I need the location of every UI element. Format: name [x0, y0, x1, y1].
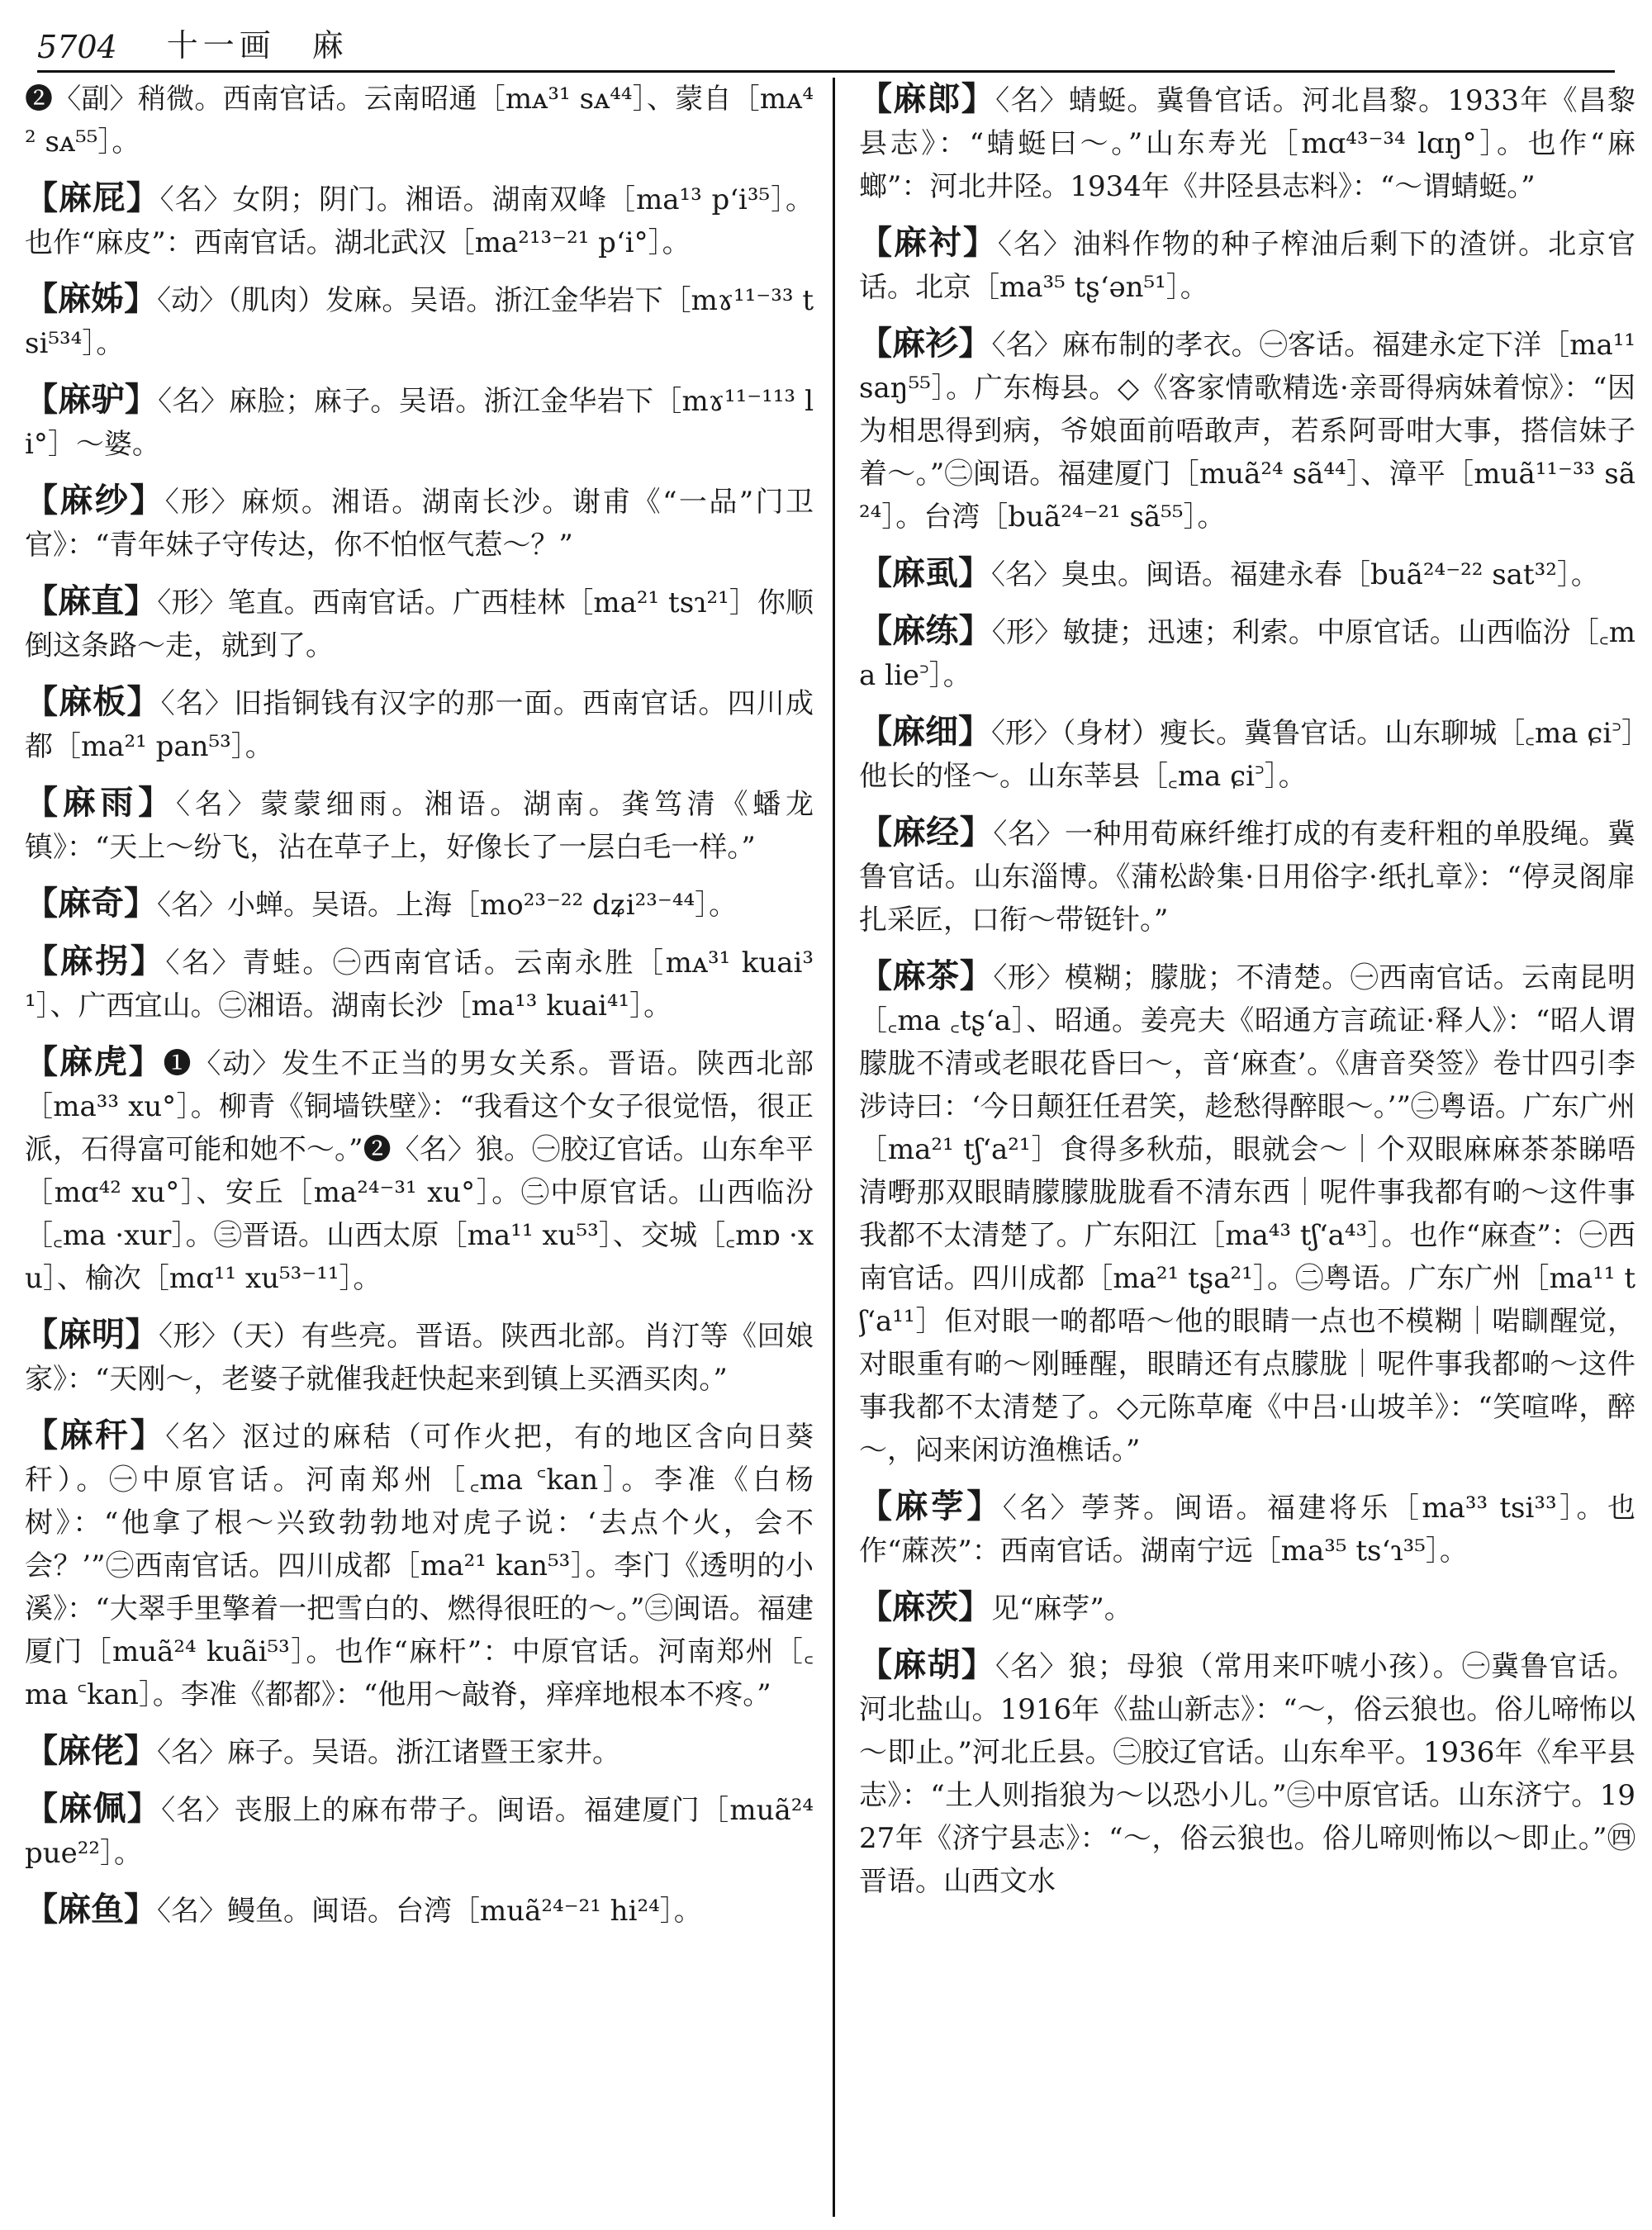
- dictionary-entry-mashan: [859, 322, 1635, 539]
- dictionary-entry-malao: [25, 1729, 814, 1774]
- entry-definition: 〈名〉油料作物的种子榨油后剩下的渣饼。北京官话。北京［ma³⁵ tʂʻən⁵¹］。: [859, 228, 1635, 304]
- left-column: [25, 78, 814, 2217]
- dictionary-entry-maguai: [25, 940, 814, 1027]
- entry-definition: ❷〈副〉稍微。西南官话。云南昭通［mᴀ³¹ sᴀ⁴⁴］、蒙自［mᴀ⁴² sᴀ⁵⁵］。: [25, 83, 814, 159]
- entry-headword: 【麻驴】: [25, 380, 159, 419]
- entry-definition: 〈形〉（身材）瘦长。冀鲁官话。山东聊城［꜀ma ɕi꜄］他长的怪～。山东莘县［꜀ma ɕi꜄］。: [859, 717, 1635, 793]
- dictionary-entry-mazhi: [25, 580, 814, 667]
- entry-headword: 【麻衫】: [859, 324, 992, 363]
- entry-definition: 〈名〉沤过的麻秸（可作火把，有的地区含向日葵秆）。㊀中原官话。河南郑州［꜀ma ꜂kan］。李准《白杨树》：“他拿了根～兴致勃勃地对虎子说：‘去点个火，会不会？’”㊁西南官话。四川成都［ma²¹ kan⁵³］。李门《透明的小溪》：“大翠手里擎着一把雪白的、燃得很旺的～。”㊂闽语。福建厦门［muã²⁴ kuãi⁵³］。也作“麻杆”：中原官话。河南郑州［꜀ma ꜂kan］。李准《都都》：“他用～敲脊，痒痒地根本不疼。”: [25, 1421, 814, 1711]
- entry-definition: 〈形〉模糊；朦胧；不清楚。㊀西南官话。云南昆明［꜀ma ꜀tʂʻa］、昭通。姜亮夫《昭通方言疏证·释人》：“昭人谓朦胧不清或老眼花昏曰～，音‘麻查’。《唐音癸签》卷廿四引李涉诗曰：‘今日颠狂任君笑，趁愁得醉眼～。’”㊁粤语。广东广州［ma²¹ tʃʻa²¹］食得多秋茄，眼就会～｜个双眼麻麻茶茶睇唔清嘢那双眼睛朦朦胧胧看不清东西｜呢件事我都有啲～这件事我都不太清楚了。广东阳江［ma⁴³ tʃʻa⁴³］。也作“麻查”：㊀西南官话。四川成都［ma²¹ tʂa²¹］。㊁粤语。广东广州［ma¹¹ tʃʻa¹¹］佢对眼一啲都唔～他的眼睛一点也不模糊｜啱瞓醒觉，对眼重有啲～刚睡醒，眼睛还有点朦胧｜呢件事我都啲～这件事我都不太清楚了。◇元陈草庵《中吕·山坡羊》：“笑喧哗，醉～，闷来闲访渔樵话。”: [859, 961, 1635, 1467]
- entry-headword: 【麻细】: [859, 712, 992, 751]
- entry-headword: 【麻胡】: [859, 1645, 995, 1684]
- entry-definition: 〈形〉敏捷；迅速；利索。中原官话。山西临汾［꜀ma lie꜄］。: [859, 616, 1635, 692]
- dictionary-entry-maci: [859, 1485, 1635, 1573]
- entry-definition: 〈名〉鳗鱼。闽语。台湾［muã²⁴⁻²¹ hi²⁴］。: [157, 1895, 702, 1928]
- entry-definition: 〈名〉女阴；阴门。湘语。湖南双峰［ma¹³ pʻi³⁵］。也作“麻皮”：西南官话。湖北武汉［ma²¹³⁻²¹ pʻi°］。: [25, 183, 814, 259]
- entry-definition: 见“麻茡”。: [991, 1592, 1132, 1625]
- entry-definition: 〈名〉麻布制的孝衣。㊀客话。福建永定下洋［ma¹¹ saŋ⁵⁵］。广东梅县。◇《客家情歌精选·亲哥得病妹着惊》：“因为相思得到病，爷娘面前唔敢声，若系阿哥咁大事，搭信妹子着～。”㊁闽语。福建厦门［muã²⁴ sã⁴⁴］、漳平［muã¹¹⁻³³ sã²⁴］。台湾［buã²⁴⁻²¹ sã⁵⁵］。: [859, 329, 1635, 534]
- entry-headword: 【麻奇】: [25, 884, 157, 923]
- entry-headword: 【麻板】: [25, 682, 161, 721]
- entry-headword: 【麻经】: [859, 813, 994, 852]
- entry-definition: 〈名〉丧服上的麻布带子。闽语。福建厦门［muã²⁴ pue²²］。: [25, 1794, 814, 1870]
- entry-headword: 【麻纱】: [25, 481, 165, 520]
- dictionary-entry-continued: [25, 78, 814, 164]
- dictionary-entry-mayu2: [25, 1888, 814, 1933]
- dictionary-entry-maqi: [25, 882, 814, 927]
- entry-definition: 〈动〉（肌肉）发麻。吴语。浙江金华岩下［mɤ¹¹⁻³³ tsi⁵³⁴］。: [25, 284, 814, 360]
- entry-headword: 【麻直】: [25, 581, 158, 620]
- dictionary-entry-mayu: [25, 781, 814, 869]
- entry-definition: 〈名〉麻子。吴语。浙江诸暨王家井。: [157, 1736, 620, 1769]
- dictionary-entry-masha: [25, 479, 814, 567]
- entry-headword: 【麻拐】: [25, 942, 166, 980]
- entry-headword: 【麻茨】: [859, 1587, 991, 1626]
- entry-headword: 【麻练】: [859, 611, 992, 650]
- entry-headword: 【麻茶】: [859, 956, 994, 995]
- dictionary-entry-malian: [859, 610, 1635, 697]
- entry-headword: 【麻郎】: [859, 79, 996, 118]
- dictionary-entry-macha: [859, 955, 1635, 1472]
- entry-headword: 【麻虱】: [859, 553, 991, 592]
- entry-headword: 【麻衬】: [859, 223, 998, 262]
- entry-headword: 【麻屁】: [25, 178, 160, 217]
- dictionary-entry-maci2: [859, 1586, 1635, 1630]
- dictionary-entry-maxi: [859, 710, 1635, 798]
- running-title: 十一画 麻: [166, 27, 349, 64]
- entry-definition: 〈名〉蜻蜓。冀鲁官话。河北昌黎。1933年《昌黎县志》：“蜻蜓曰～。”山东寿光［mɑ⁴³⁻³⁴ lɑŋ°］。也作“麻螂”：河北井陉。1934年《井陉县志料》：“～谓蜻蜓。”: [859, 84, 1635, 203]
- dictionary-entry-majing: [859, 811, 1635, 942]
- dictionary-entry-mazi: [25, 278, 814, 365]
- entry-definition: 〈名〉麻脸；麻子。吴语。浙江金华岩下［mɤ¹¹⁻¹¹³ li°］～婆。: [25, 385, 814, 461]
- entry-headword: 【麻鱼】: [25, 1890, 157, 1929]
- entry-definition: 〈形〉麻烦。湘语。湖南长沙。谢甫《“一品”门卫官》：“青年妹子守传达，你不怕怄气惹～？”: [25, 486, 814, 562]
- entry-headword: 【麻虎】: [25, 1042, 164, 1081]
- dictionary-entry-mahu: [25, 1041, 814, 1300]
- entry-headword: 【麻姊】: [25, 279, 158, 318]
- entry-definition: 〈名〉狼；母狼（常用来吓唬小孩）。㊀冀鲁官话。河北盐山。1916年《盐山新志》：“～，俗云狼也。俗儿啼怖以～即止。”河北丘县。㊁胶辽官话。山东牟平。1936年《牟平县志》：“土人则指狼为～以恐小儿。”㊂中原官话。山东济宁。1927年《济宁县志》：“～，俗云狼也。俗儿啼则怖以～即止。”㊃晋语。山西文水: [859, 1650, 1635, 1898]
- entry-definition: 〈名〉小蝉。吴语。上海［mo²³⁻²² dʑi²³⁻⁴⁴］。: [157, 889, 738, 922]
- entry-definition: 〈名〉一种用荀麻纤维打成的有麦秆粗的单股绳。冀鲁官话。山东淄博。《蒲松龄集·日用俗字·纸扎章》：“停灵阁扉扎采匠，口衔～带铤针。”: [859, 818, 1635, 937]
- dictionary-entry-mashi: [859, 552, 1635, 596]
- dictionary-entry-mahu2: [859, 1644, 1635, 1903]
- entry-headword: 【麻茡】: [859, 1487, 1003, 1525]
- entry-definition: 〈名〉蒙蒙细雨。湘语。湖南。龚笃清《蟠龙镇》：“天上～纷飞，沾在草子上，好像长了一层白毛一样。”: [25, 788, 814, 864]
- dictionary-entry-mapi: [25, 177, 814, 264]
- entry-definition: 〈形〉（天）有些亮。晋语。陕西北部。肖汀等《回娘家》：“天刚～，老婆子就催我赶快起来到镇上买酒买肉。”: [25, 1320, 814, 1396]
- entry-headword: 【麻雨】: [25, 783, 176, 822]
- entry-headword: 【麻佬】: [25, 1731, 157, 1770]
- dictionary-entry-maban: [25, 681, 814, 768]
- dictionary-entry-magan: [25, 1414, 814, 1716]
- entry-definition: ❶〈动〉发生不正当的男女关系。晋语。陕西北部［ma³³ xu°］。柳青《铜墙铁壁》：“我看这个女子很觉悟，很正派，石得富可能和她不～。”❷〈名〉狼。㊀胶辽官话。山东牟平［mɑ⁴² xu°］、安丘［ma²⁴⁻³¹ xu°］。㊁中原官话。山西临汾［꜀ma ·xur］。㊂晋语。山西太原［ma¹¹ xu⁵³］、交城［꜀mɒ ·xu］、榆次［mɑ¹¹ xu⁵³⁻¹¹］。: [25, 1047, 814, 1295]
- entry-headword: 【麻秆】: [25, 1416, 166, 1454]
- entry-definition: 〈名〉旧指铜钱有汉字的那一面。西南官话。四川成都［ma²¹ pan⁵³］。: [25, 687, 814, 763]
- right-column: [859, 78, 1635, 2217]
- dictionary-entry-malv: [25, 378, 814, 466]
- page-header: [37, 17, 1615, 73]
- dictionary-entry-malang: [859, 78, 1635, 208]
- dictionary-entry-machen: [859, 221, 1635, 309]
- dictionary-entry-maming: [25, 1313, 814, 1401]
- entry-definition: 〈形〉笔直。西南官话。广西桂林［ma²¹ tsɿ²¹］你顺倒这条路～走，就到了。: [25, 586, 814, 662]
- entry-headword: 【麻佩】: [25, 1789, 162, 1828]
- entry-headword: 【麻明】: [25, 1315, 159, 1354]
- page-number: 5704: [37, 29, 117, 65]
- dictionary-entry-mapei: [25, 1787, 814, 1875]
- entry-definition: 〈名〉青蛙。㊀西南官话。云南永胜［mᴀ³¹ kuai³¹］、广西宜山。㊁湘语。湖南长沙［ma¹³ kuai⁴¹］。: [25, 947, 814, 1022]
- column-divider: [833, 78, 835, 2217]
- entry-definition: 〈名〉荸荠。闽语。福建将乐［ma³³ tsi³³］。也作“蔴茨”：西南官话。湖南宁远［ma³⁵ tsʻɿ³⁵］。: [859, 1492, 1635, 1568]
- entry-definition: 〈名〉臭虫。闽语。福建永春［buã²⁴⁻²² sat³²］。: [991, 558, 1599, 591]
